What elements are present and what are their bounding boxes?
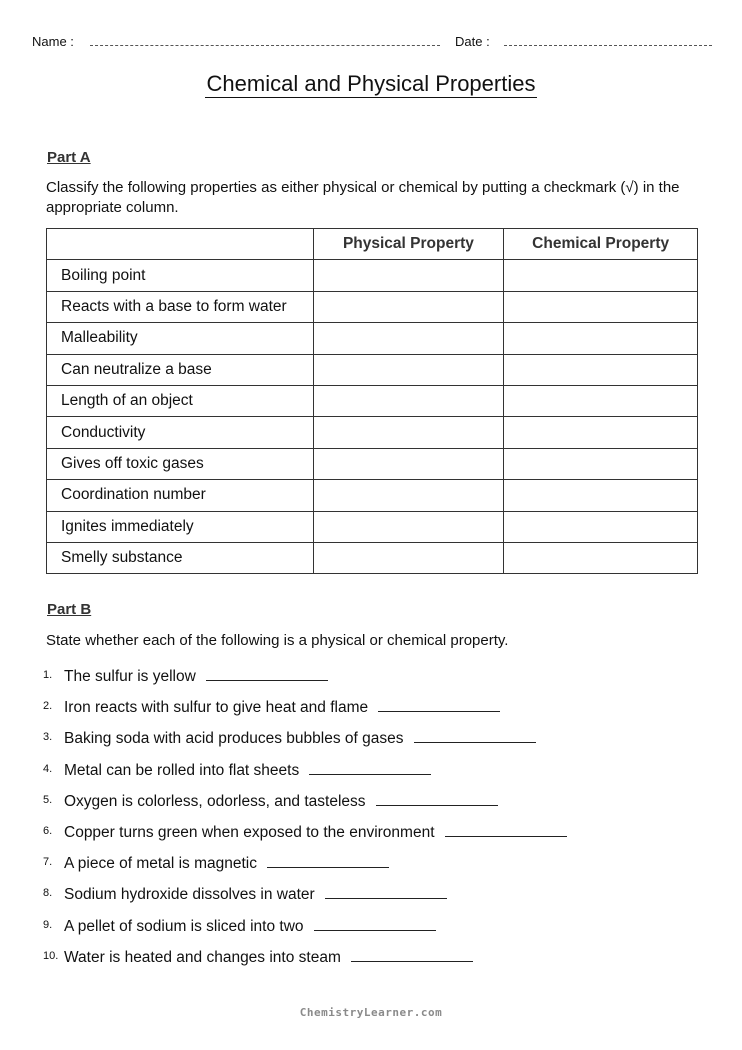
column-header-chemical: Chemical Property — [504, 229, 698, 260]
question-text-wrap — [64, 947, 473, 967]
question-text-wrap — [64, 728, 536, 748]
footer-brand: ChemistryLearner.com — [299, 1006, 443, 1019]
page-title: Chemical and Physical Properties — [206, 71, 536, 96]
physical-checkbox-cell[interactable] — [313, 417, 504, 448]
page-title-wrap — [0, 70, 742, 98]
physical-checkbox-cell[interactable] — [313, 480, 504, 511]
date-label: Date : — [455, 34, 490, 49]
question-text-wrap — [64, 697, 500, 717]
list-item — [0, 884, 742, 915]
physical-checkbox-cell[interactable] — [313, 323, 504, 354]
physical-checkbox-cell[interactable] — [313, 260, 504, 291]
answer-blank[interactable] — [267, 853, 389, 868]
property-name: Can neutralize a base — [47, 354, 314, 385]
table-row — [47, 323, 698, 354]
table-row — [47, 511, 698, 542]
list-item — [0, 947, 742, 978]
question-text-wrap — [64, 666, 328, 686]
property-name: Smelly substance — [47, 542, 314, 573]
question-text: Water is heated and changes into steam — [64, 948, 341, 966]
answer-blank[interactable] — [378, 697, 500, 712]
name-label: Name : — [32, 34, 74, 49]
property-name: Coordination number — [47, 480, 314, 511]
question-text: The sulfur is yellow — [64, 668, 196, 685]
question-text: Metal can be rolled into flat sheets — [64, 761, 300, 779]
part-b-instructions: State whether each of the following is a physical or chemical property. — [46, 632, 509, 649]
physical-checkbox-cell[interactable] — [313, 291, 504, 322]
question-number: 7. — [43, 856, 53, 869]
property-name: Boiling point — [47, 260, 314, 291]
question-number: 4. — [43, 762, 53, 775]
list-item — [0, 791, 742, 822]
chemical-checkbox-cell[interactable] — [504, 385, 698, 416]
list-item — [0, 728, 742, 759]
property-name: Ignites immediately — [47, 511, 314, 542]
question-text-wrap — [64, 791, 498, 811]
chemical-checkbox-cell[interactable] — [504, 260, 698, 291]
table-row — [47, 354, 698, 385]
question-text-wrap — [64, 916, 436, 936]
table-row — [47, 385, 698, 416]
chemical-checkbox-cell[interactable] — [504, 291, 698, 322]
table-row — [47, 480, 698, 511]
question-number: 6. — [43, 824, 53, 837]
property-name: Conductivity — [47, 417, 314, 448]
name-field[interactable] — [90, 45, 440, 46]
answer-blank[interactable] — [445, 822, 567, 837]
physical-checkbox-cell[interactable] — [313, 385, 504, 416]
properties-table — [46, 228, 698, 574]
question-number: 10. — [43, 949, 59, 962]
question-text: Baking soda with acid produces bubbles of gases — [64, 730, 404, 748]
question-text: A piece of metal is magnetic — [64, 855, 257, 873]
question-text-wrap — [64, 822, 567, 842]
question-number: 9. — [43, 918, 53, 931]
question-number: 5. — [43, 793, 53, 806]
list-item — [0, 916, 742, 947]
chemical-checkbox-cell[interactable] — [504, 511, 698, 542]
answer-blank[interactable] — [325, 884, 447, 899]
question-number: 8. — [43, 887, 53, 900]
question-text: Oxygen is colorless, odorless, and tasteless — [64, 792, 366, 810]
list-item — [0, 760, 742, 791]
table-row — [47, 291, 698, 322]
list-item — [0, 697, 742, 728]
question-text-wrap — [64, 853, 389, 873]
table-row — [47, 260, 698, 291]
question-list — [0, 666, 742, 978]
chemical-checkbox-cell[interactable] — [504, 323, 698, 354]
property-name: Malleability — [47, 323, 314, 354]
name-date-header — [32, 34, 716, 52]
list-item — [0, 822, 742, 853]
physical-checkbox-cell[interactable] — [313, 448, 504, 479]
answer-blank[interactable] — [376, 791, 498, 806]
question-number: 1. — [43, 669, 53, 681]
question-text: Iron reacts with sulfur to give heat and flame — [64, 699, 369, 717]
property-name: Reacts with a base to form water — [47, 291, 314, 322]
question-text: Copper turns green when exposed to the environment — [64, 823, 435, 841]
list-item — [0, 666, 742, 697]
chemical-checkbox-cell[interactable] — [504, 354, 698, 385]
physical-checkbox-cell[interactable] — [313, 354, 504, 385]
date-field[interactable] — [504, 45, 712, 46]
answer-blank[interactable] — [351, 947, 473, 962]
answer-blank[interactable] — [414, 728, 536, 743]
question-text-wrap — [64, 884, 447, 904]
question-text-wrap — [64, 760, 431, 780]
table-row — [47, 417, 698, 448]
chemical-checkbox-cell[interactable] — [504, 417, 698, 448]
property-name: Gives off toxic gases — [47, 448, 314, 479]
answer-blank[interactable] — [309, 760, 431, 775]
question-number: 2. — [43, 700, 53, 713]
physical-checkbox-cell[interactable] — [313, 542, 504, 573]
property-name: Length of an object — [47, 385, 314, 416]
part-a-instructions: Classify the following properties as either physical or chemical by putting a checkmark (√) in the appropriate column. — [46, 179, 680, 216]
table-row — [47, 542, 698, 573]
answer-blank[interactable] — [314, 916, 436, 931]
chemical-checkbox-cell[interactable] — [504, 480, 698, 511]
question-number: 3. — [43, 731, 53, 744]
part-a-heading: Part A — [47, 149, 91, 166]
part-b-heading: Part B — [47, 601, 92, 618]
column-header-property — [47, 229, 314, 260]
chemical-checkbox-cell[interactable] — [504, 542, 698, 573]
column-header-physical: Physical Property — [313, 229, 504, 260]
physical-checkbox-cell[interactable] — [313, 511, 504, 542]
question-text: A pellet of sodium is sliced into two — [64, 917, 304, 935]
table-header-row — [47, 229, 698, 260]
chemical-checkbox-cell[interactable] — [504, 448, 698, 479]
question-text: Sodium hydroxide dissolves in water — [64, 886, 315, 904]
list-item — [0, 853, 742, 884]
table-row — [47, 448, 698, 479]
answer-blank[interactable] — [206, 666, 328, 681]
